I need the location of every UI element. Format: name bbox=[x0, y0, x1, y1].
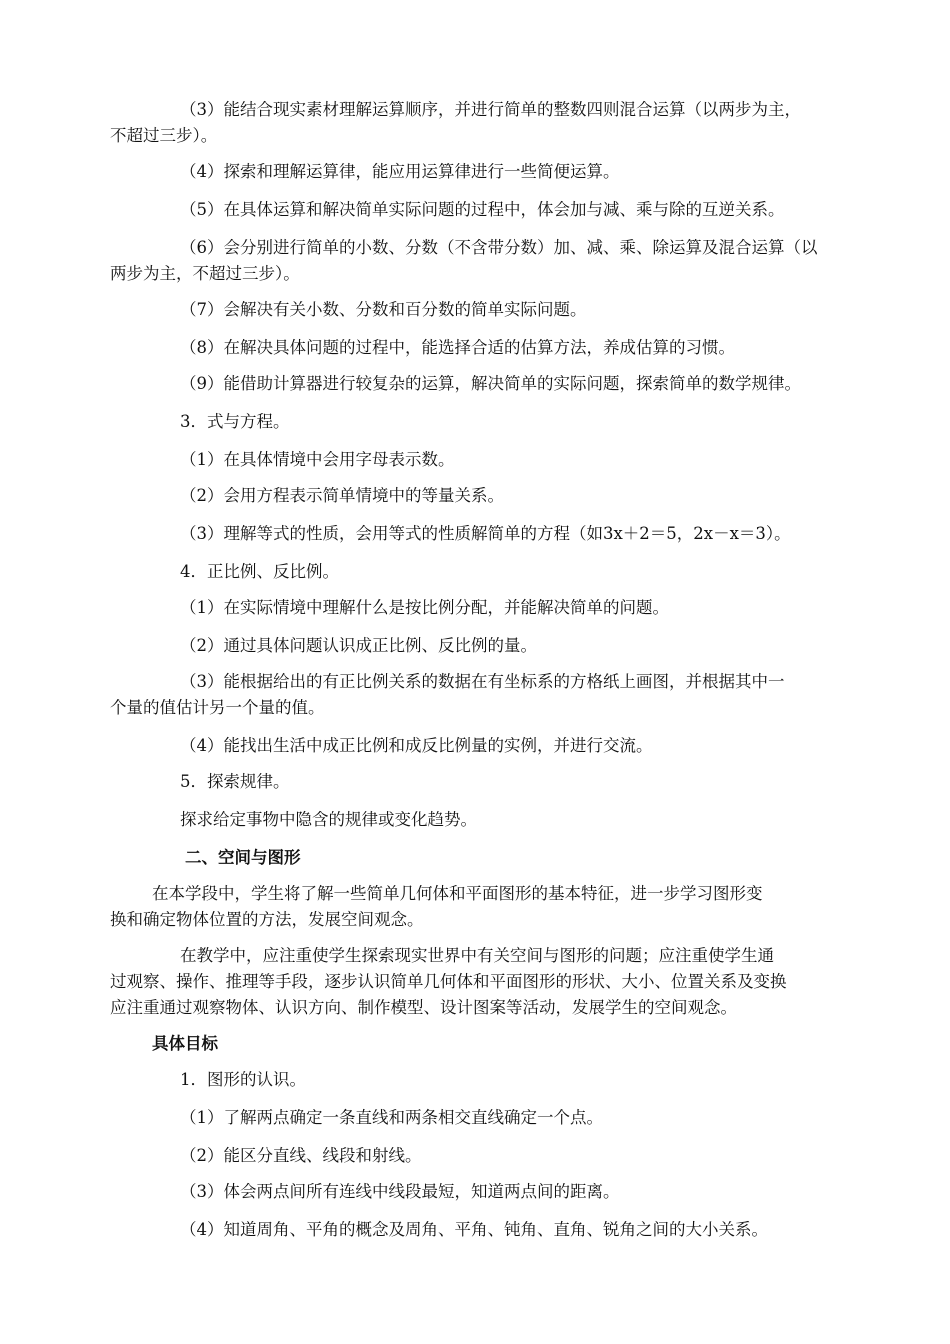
text-line: （8）在解决具体问题的过程中，能选择合适的估算方法，养成估算的习惯。 bbox=[180, 338, 735, 357]
text-line: （2）会用方程表示简单情境中的等量关系。 bbox=[180, 486, 504, 505]
subsection-heading: 具体目标 bbox=[152, 1034, 218, 1053]
text-line: （5）在具体运算和解决简单实际问题的过程中，体会加与减、乘与除的互逆关系。 bbox=[180, 200, 785, 219]
text-line: （1）了解两点确定一条直线和两条相交直线确定一个点。 bbox=[180, 1108, 603, 1127]
text-line: 不超过三步）。 bbox=[110, 126, 218, 145]
text-line: 3．式与方程。 bbox=[180, 412, 290, 431]
text-line: （7）会解决有关小数、分数和百分数的简单实际问题。 bbox=[180, 300, 587, 319]
text-line: 1．图形的认识。 bbox=[180, 1070, 306, 1089]
text-line: （3）能结合现实素材理解运算顺序，并进行简单的整数四则混合运算（以两步为主， bbox=[180, 100, 801, 119]
text-line: （3）体会两点间所有连线中线段最短，知道两点间的距离。 bbox=[180, 1182, 620, 1201]
text-line: （2）能区分直线、线段和射线。 bbox=[180, 1146, 422, 1165]
text-line: （1）在具体情境中会用字母表示数。 bbox=[180, 450, 455, 469]
text-line: （9）能借助计算器进行较复杂的运算，解决简单的实际问题，探索简单的数学规律。 bbox=[180, 374, 801, 393]
text-line: 过观察、操作、推理等手段，逐步认识简单几何体和平面图形的形状、大小、位置关系及变换 bbox=[110, 972, 787, 991]
text-line: （3）能根据给出的有正比例关系的数据在有坐标系的方格纸上画图，并根据其中一 bbox=[180, 672, 785, 691]
text-line: （4）能找出生活中成正比例和成反比例量的实例，并进行交流。 bbox=[180, 736, 653, 755]
text-line: 在教学中，应注重使学生探索现实世界中有关空间与图形的问题；应注重使学生通 bbox=[180, 946, 774, 965]
text-line: 探求给定事物中隐含的规律或变化趋势。 bbox=[180, 810, 477, 829]
text-line: （4）知道周角、平角的概念及周角、平角、钝角、直角、锐角之间的大小关系。 bbox=[180, 1220, 768, 1239]
text-line: 两步为主，不超过三步）。 bbox=[110, 264, 300, 283]
text-line: 换和确定物体位置的方法，发展空间观念。 bbox=[110, 910, 424, 929]
text-line: （6）会分别进行简单的小数、分数（不含带分数）加、减、乘、除运算及混合运算（以 bbox=[180, 238, 818, 257]
text-line: 应注重通过观察物体、认识方向、制作模型、设计图案等活动，发展学生的空间观念。 bbox=[110, 998, 737, 1017]
text-line: （2）通过具体问题认识成正比例、反比例的量。 bbox=[180, 636, 537, 655]
text-line: 5．探索规律。 bbox=[180, 772, 290, 791]
text-line: （4）探索和理解运算律，能应用运算律进行一些简便运算。 bbox=[180, 162, 620, 181]
text-line: 4．正比例、反比例。 bbox=[180, 562, 339, 581]
text-line: （3）理解等式的性质，会用等式的性质解简单的方程（如3x＋2＝5，2x－x＝3）。 bbox=[180, 524, 791, 543]
text-line: （1）在实际情境中理解什么是按比例分配，并能解决简单的问题。 bbox=[180, 598, 669, 617]
text-line: 在本学段中，学生将了解一些简单几何体和平面图形的基本特征，进一步学习图形变 bbox=[152, 884, 763, 903]
text-line: 个量的值估计另一个量的值。 bbox=[110, 698, 325, 717]
section-heading: 二、空间与图形 bbox=[185, 848, 301, 867]
